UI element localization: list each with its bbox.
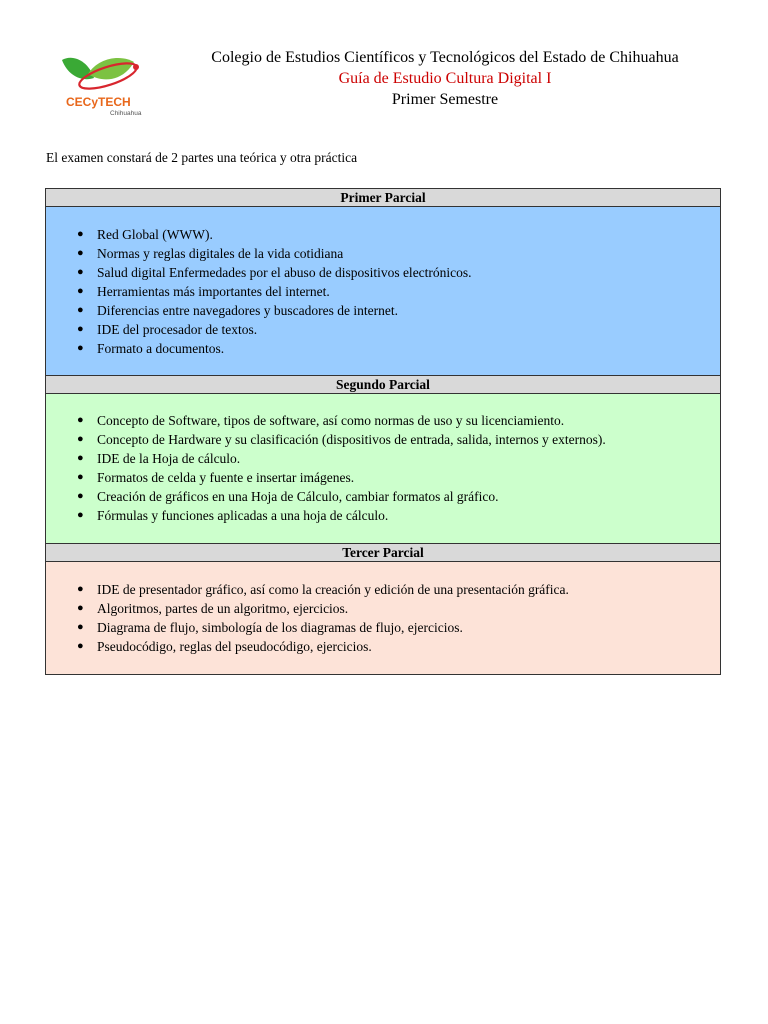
bullet-icon: ●: [77, 490, 84, 502]
list-item: [77, 320, 720, 339]
list-item: [77, 618, 720, 637]
logo-wordmark: CECyTECH: [66, 95, 131, 109]
section-body: [46, 394, 720, 544]
bullet-icon: ●: [77, 304, 84, 316]
bullet-icon: ●: [77, 228, 84, 240]
bullet-icon: ●: [77, 414, 84, 426]
list-item-text: Fórmulas y funciones aplicadas a una hoja de cálculo.: [97, 508, 389, 523]
semester-label: Primer Semestre: [391, 91, 499, 108]
list-item-text: Diferencias entre navegadores y buscadores de internet.: [97, 303, 398, 318]
bullet-icon: ●: [77, 602, 84, 614]
bullet-icon: ●: [77, 285, 84, 297]
topic-list: [46, 225, 720, 358]
topic-list: [46, 411, 720, 525]
list-item-text: IDE de la Hoja de cálculo.: [97, 451, 241, 466]
list-item-text: Concepto de Hardware y su clasificación (dispositivos de entrada, salida, internos y externos).: [97, 432, 606, 447]
list-item-text: Concepto de Software, tipos de software, así como normas de uso y su licenciamiento.: [97, 413, 565, 428]
bullet-icon: ●: [77, 323, 84, 335]
bullet-icon: ●: [77, 640, 84, 652]
section-body: [46, 562, 720, 674]
list-item: [77, 468, 720, 487]
bullet-icon: ●: [77, 433, 84, 445]
list-item: [77, 411, 720, 430]
list-item: [77, 282, 720, 301]
section-segundo-parcial: [46, 376, 720, 544]
list-item: [77, 599, 720, 618]
section-body: [46, 207, 720, 376]
list-item-text: Formatos de celda y fuente e insertar imágenes.: [97, 470, 355, 485]
bullet-icon: ●: [77, 247, 84, 259]
logo-subtext: Chihuahua: [110, 110, 142, 117]
list-item-text: IDE de presentador gráfico, así como la creación y edición de una presentación gráfica.: [97, 582, 569, 597]
bullet-icon: ●: [77, 509, 84, 521]
section-header: Segundo Parcial: [46, 376, 720, 394]
bullet-icon: ●: [77, 452, 84, 464]
list-item: [77, 487, 720, 506]
list-item-text: Creación de gráficos en una Hoja de Cálculo, cambiar formatos al gráfico.: [97, 489, 499, 504]
bullet-icon: ●: [77, 583, 84, 595]
list-item: [77, 244, 720, 263]
bullet-icon: ●: [77, 266, 84, 278]
list-item: [77, 430, 720, 449]
topic-list: [46, 580, 720, 656]
section-primer-parcial: [46, 189, 720, 376]
list-item-text: Red Global (WWW).: [97, 227, 213, 242]
document-header: [160, 47, 730, 110]
study-guide-table: [45, 188, 721, 675]
list-item: [77, 263, 720, 282]
list-item-text: Herramientas más importantes del internet.: [97, 284, 330, 299]
list-item-text: Normas y reglas digitales de la vida cotidiana: [97, 246, 344, 261]
list-item-text: Salud digital Enfermedades por el abuso de dispositivos electrónicos.: [97, 265, 472, 280]
institution-name: Colegio de Estudios Científicos y Tecnológicos del Estado de Chihuahua: [211, 49, 679, 66]
section-header: Tercer Parcial: [46, 544, 720, 562]
section-header: Primer Parcial: [46, 189, 720, 207]
list-item: [77, 506, 720, 525]
list-item-text: Diagrama de flujo, simbología de los diagramas de flujo, ejercicios.: [97, 620, 463, 635]
list-item: [77, 339, 720, 358]
list-item: [77, 449, 720, 468]
bullet-icon: ●: [77, 342, 84, 354]
bullet-icon: ●: [77, 471, 84, 483]
bullet-icon: ●: [77, 621, 84, 633]
list-item: [77, 301, 720, 320]
list-item: [77, 225, 720, 244]
section-tercer-parcial: [46, 544, 720, 674]
list-item-text: Formato a documentos.: [97, 341, 225, 356]
list-item: [77, 637, 720, 656]
list-item-text: IDE del procesador de textos.: [97, 322, 258, 337]
list-item-text: Pseudocódigo, reglas del pseudocódigo, ejercicios.: [97, 639, 372, 654]
intro-text: El examen constará de 2 partes una teórica y otra práctica: [46, 150, 358, 165]
cecytech-logo: [58, 52, 154, 118]
cecytech-logo-icon: [58, 52, 154, 118]
guide-title: Guía de Estudio Cultura Digital I: [338, 70, 552, 87]
list-item-text: Algoritmos, partes de un algoritmo, ejercicios.: [97, 601, 349, 616]
list-item: [77, 580, 720, 599]
